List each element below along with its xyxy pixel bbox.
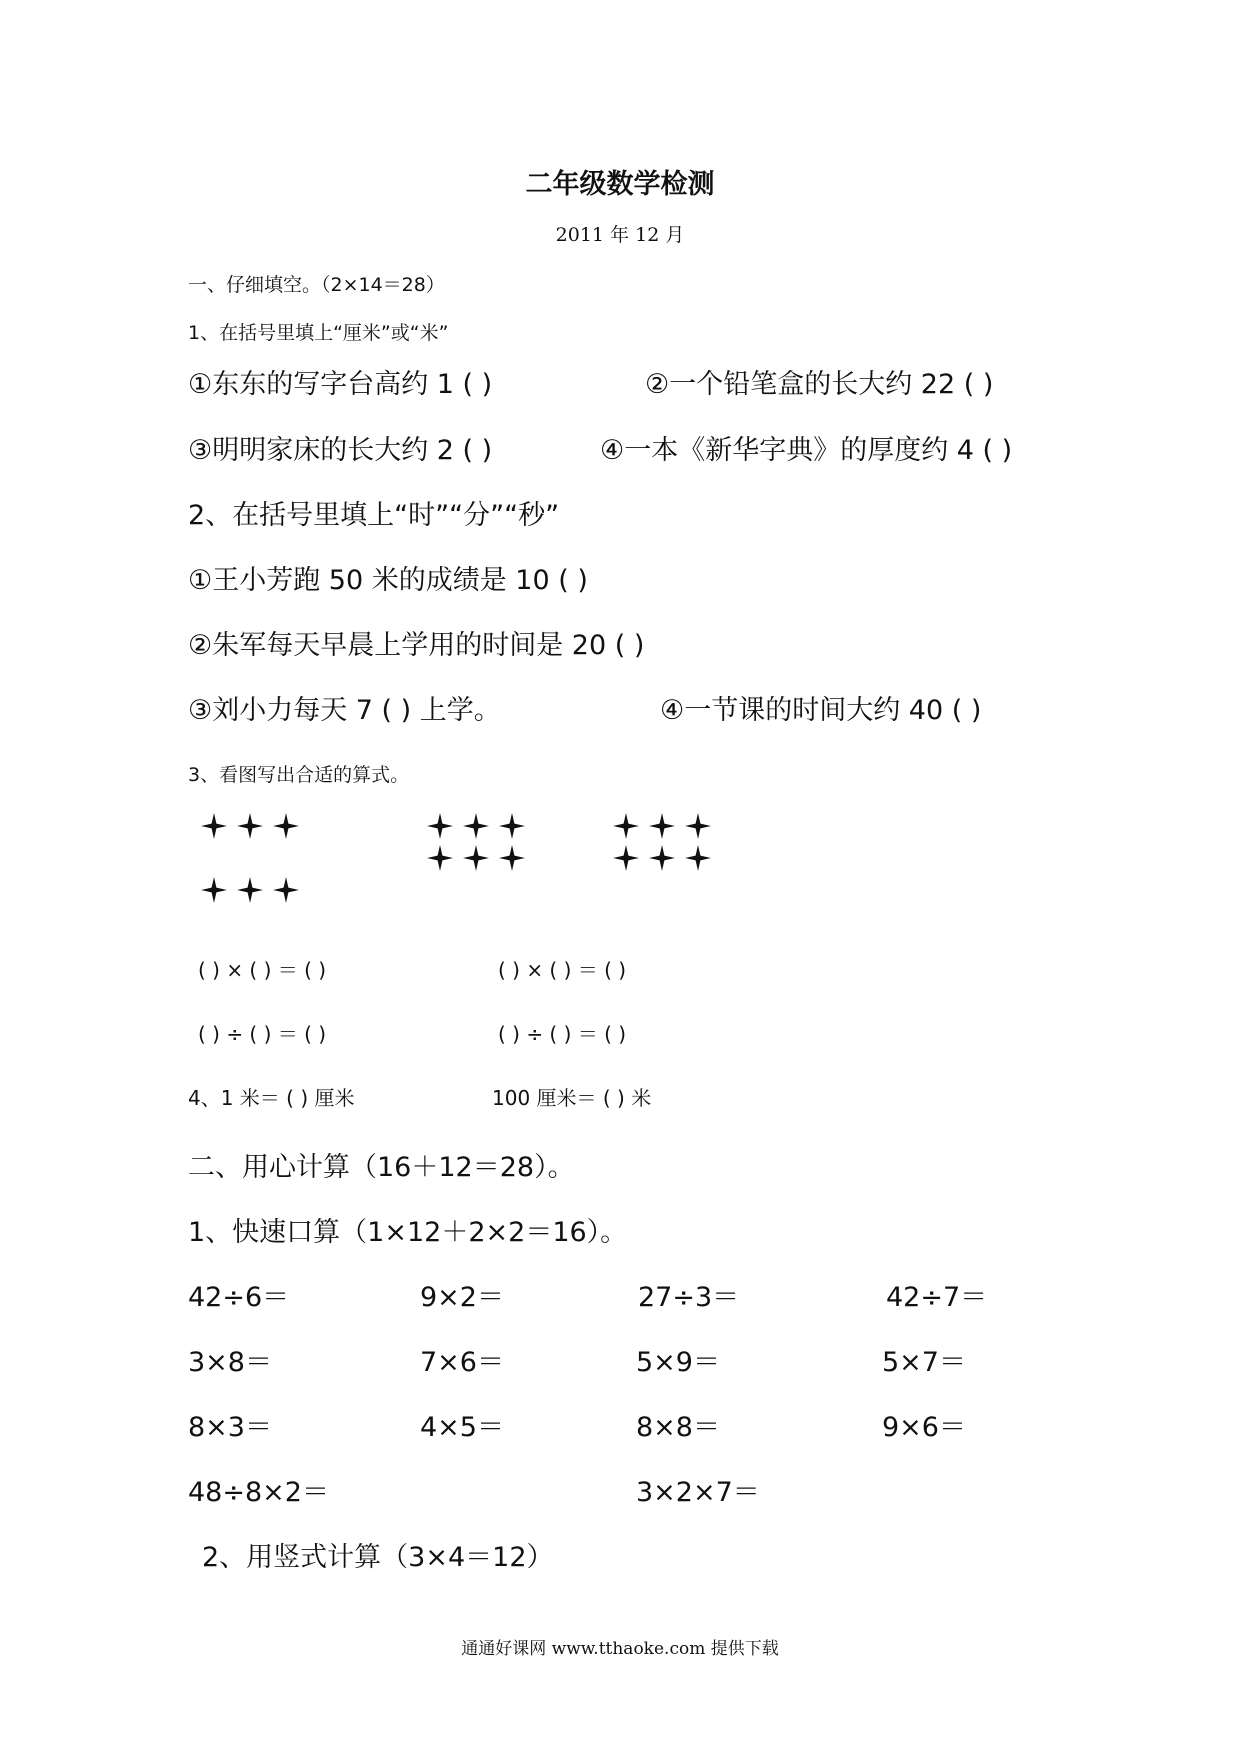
q3-multiplication-right: ( ) × ( ) ＝ ( ) — [498, 958, 627, 982]
q1-item-b: ②一个铅笔盒的长大约 22 ( ) — [645, 369, 994, 400]
four-point-star-icon — [236, 876, 264, 904]
vertical-calculation-prompt: 2、用竖式计算（3×4＝12） — [202, 1542, 554, 1573]
four-point-star-icon — [200, 812, 228, 840]
four-point-star-icon — [498, 844, 526, 872]
four-point-star-icon — [462, 812, 490, 840]
four-point-star-icon — [612, 844, 640, 872]
mental-math-prompt: 1、快速口算（1×12＋2×2＝16）。 — [188, 1217, 628, 1248]
four-point-star-icon — [684, 812, 712, 840]
mental-math-item: 9×6＝ — [882, 1412, 966, 1443]
section-two-heading: 二、用心计算（16＋12＝28）。 — [188, 1152, 575, 1183]
four-point-star-icon — [498, 812, 526, 840]
mental-math-item: 5×9＝ — [636, 1347, 720, 1378]
four-point-star-icon — [648, 812, 676, 840]
mental-math-item: 3×8＝ — [188, 1347, 272, 1378]
four-point-star-icon — [272, 812, 300, 840]
mental-math-item: 27÷3＝ — [638, 1282, 740, 1313]
four-point-star-icon — [648, 844, 676, 872]
four-point-star-icon — [612, 812, 640, 840]
test-date: 2011 年 12 月 — [555, 224, 685, 246]
question-2-prompt: 2、在括号里填上“时”“分”“秒” — [188, 500, 560, 531]
mental-math-item: 9×2＝ — [420, 1282, 504, 1313]
mental-math-item: 48÷8×2＝ — [188, 1477, 329, 1508]
q2-item-d: ④一节课的时间大约 40 ( ) — [660, 695, 982, 726]
mental-math-item: 5×7＝ — [882, 1347, 966, 1378]
q2-item-c: ③刘小力每天 7 ( ) 上学。 — [188, 695, 501, 726]
q3-division-right: ( ) ÷ ( ) ＝ ( ) — [498, 1022, 627, 1046]
q3-multiplication-left: ( ) × ( ) ＝ ( ) — [198, 958, 327, 982]
page-footer: 通通好课网 www.tthaoke.com 提供下载 — [461, 1639, 779, 1659]
four-point-star-icon — [200, 876, 228, 904]
q4-item-b: 100 厘米＝ ( ) 米 — [492, 1086, 652, 1110]
page-title: 二年级数学检测 — [525, 169, 715, 200]
mental-math-item: 8×8＝ — [636, 1412, 720, 1443]
mental-math-item: 8×3＝ — [188, 1412, 272, 1443]
four-point-star-icon — [426, 812, 454, 840]
q2-item-b: ②朱军每天早晨上学用的时间是 20 ( ) — [188, 630, 645, 661]
mental-math-item: 42÷6＝ — [188, 1282, 290, 1313]
mental-math-item: 7×6＝ — [420, 1347, 504, 1378]
mental-math-item: 3×2×7＝ — [636, 1477, 760, 1508]
section-one-heading: 一、仔细填空。（2×14＝28） — [188, 274, 445, 296]
four-point-star-icon — [236, 812, 264, 840]
question-3-prompt: 3、看图写出合适的算式。 — [188, 764, 410, 786]
question-1-prompt: 1、在括号里填上“厘米”或“米” — [188, 322, 449, 344]
mental-math-item: 4×5＝ — [420, 1412, 504, 1443]
four-point-star-icon — [272, 876, 300, 904]
four-point-star-icon — [684, 844, 712, 872]
q2-item-a: ①王小芳跑 50 米的成绩是 10 ( ) — [188, 565, 588, 596]
q1-item-d: ④一本《新华字典》的厚度约 4 ( ) — [600, 435, 1013, 466]
q1-item-c: ③明明家床的长大约 2 ( ) — [188, 435, 493, 466]
four-point-star-icon — [426, 844, 454, 872]
mental-math-item: 42÷7＝ — [886, 1282, 988, 1313]
q1-item-a: ①东东的写字台高约 1 ( ) — [188, 369, 493, 400]
q4-item-a: 4、1 米＝ ( ) 厘米 — [188, 1086, 355, 1110]
four-point-star-icon — [462, 844, 490, 872]
q3-division-left: ( ) ÷ ( ) ＝ ( ) — [198, 1022, 327, 1046]
